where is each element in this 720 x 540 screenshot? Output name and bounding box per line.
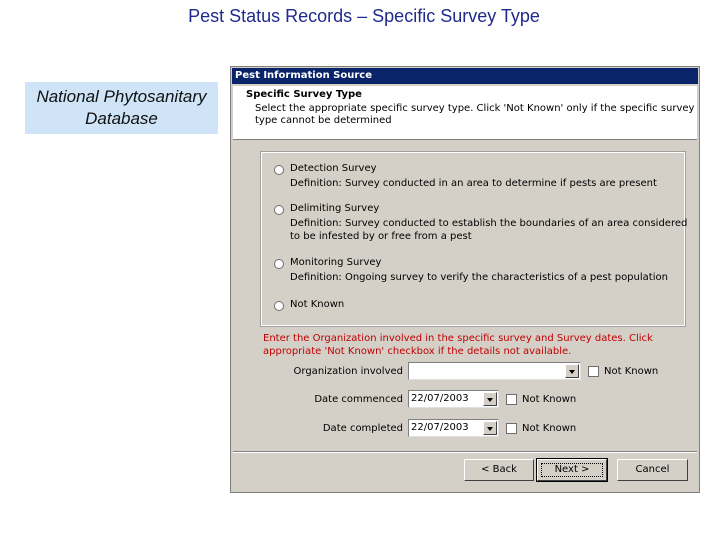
option-definition: Definition: Survey conducted to establish the boundaries of an area considered to be infested by or free from a pest — [290, 218, 688, 242]
date-completed-label: Date completed — [322, 423, 403, 434]
radio-delimiting-survey[interactable] — [274, 205, 284, 215]
focus-rect — [541, 463, 603, 477]
dialog-header-panel — [233, 86, 697, 140]
next-button-label: Next > — [554, 464, 590, 475]
organization-label: Organization involved — [293, 366, 403, 377]
date-completed-combo[interactable] — [408, 419, 499, 437]
header-title: Specific Survey Type — [246, 89, 362, 100]
chevron-down-icon[interactable] — [483, 421, 497, 435]
header-description: Select the appropriate specific survey type. Click 'Not Known' only if the specific survey type cannot be determined — [255, 103, 695, 126]
option-label: Monitoring Survey — [290, 257, 382, 268]
date-completed-value: 22/07/2003 — [411, 422, 469, 433]
chevron-down-icon[interactable] — [565, 364, 579, 378]
chevron-down-icon[interactable] — [483, 392, 497, 406]
date-completed-not-known-label: Not Known — [522, 423, 577, 434]
side-label-line2: Database — [85, 109, 158, 128]
pest-information-dialog — [230, 66, 700, 493]
cancel-button[interactable]: Cancel — [617, 459, 688, 481]
survey-type-options — [261, 152, 688, 326]
side-label-line1: National Phytosanitary — [36, 87, 207, 106]
slide-title: Pest Status Records – Specific Survey Type — [188, 6, 540, 26]
side-label-box — [25, 82, 218, 134]
radio-monitoring-survey[interactable] — [274, 259, 284, 269]
date-commenced-not-known-label: Not Known — [522, 394, 577, 405]
date-commenced-not-known-checkbox[interactable] — [506, 394, 517, 405]
date-commenced-value: 22/07/2003 — [411, 393, 469, 404]
back-button[interactable]: < Back — [464, 459, 534, 481]
dialog-title-bar: Pest Information Source — [232, 68, 698, 84]
radio-not-known[interactable] — [274, 301, 284, 311]
organization-not-known-checkbox[interactable] — [588, 366, 599, 377]
option-definition: Definition: Survey conducted in an area to determine if pests are present — [290, 178, 657, 189]
next-button[interactable] — [537, 459, 607, 481]
organization-combo[interactable] — [408, 362, 581, 380]
date-commenced-label: Date commenced — [314, 394, 403, 405]
radio-detection-survey[interactable] — [274, 165, 284, 175]
organization-not-known-label: Not Known — [604, 366, 659, 377]
option-label: Detection Survey — [290, 163, 377, 174]
option-definition: Definition: Ongoing survey to verify the characteristics of a pest population — [290, 272, 668, 283]
option-label: Not Known — [290, 299, 345, 310]
button-separator — [233, 451, 697, 453]
date-commenced-combo[interactable] — [408, 390, 499, 408]
option-label: Delimiting Survey — [290, 203, 380, 214]
date-completed-not-known-checkbox[interactable] — [506, 423, 517, 434]
instruction-text: Enter the Organization involved in the specific survey and Survey dates. Click appropriate 'Not Known' checkbox if the details not available. — [263, 333, 653, 357]
